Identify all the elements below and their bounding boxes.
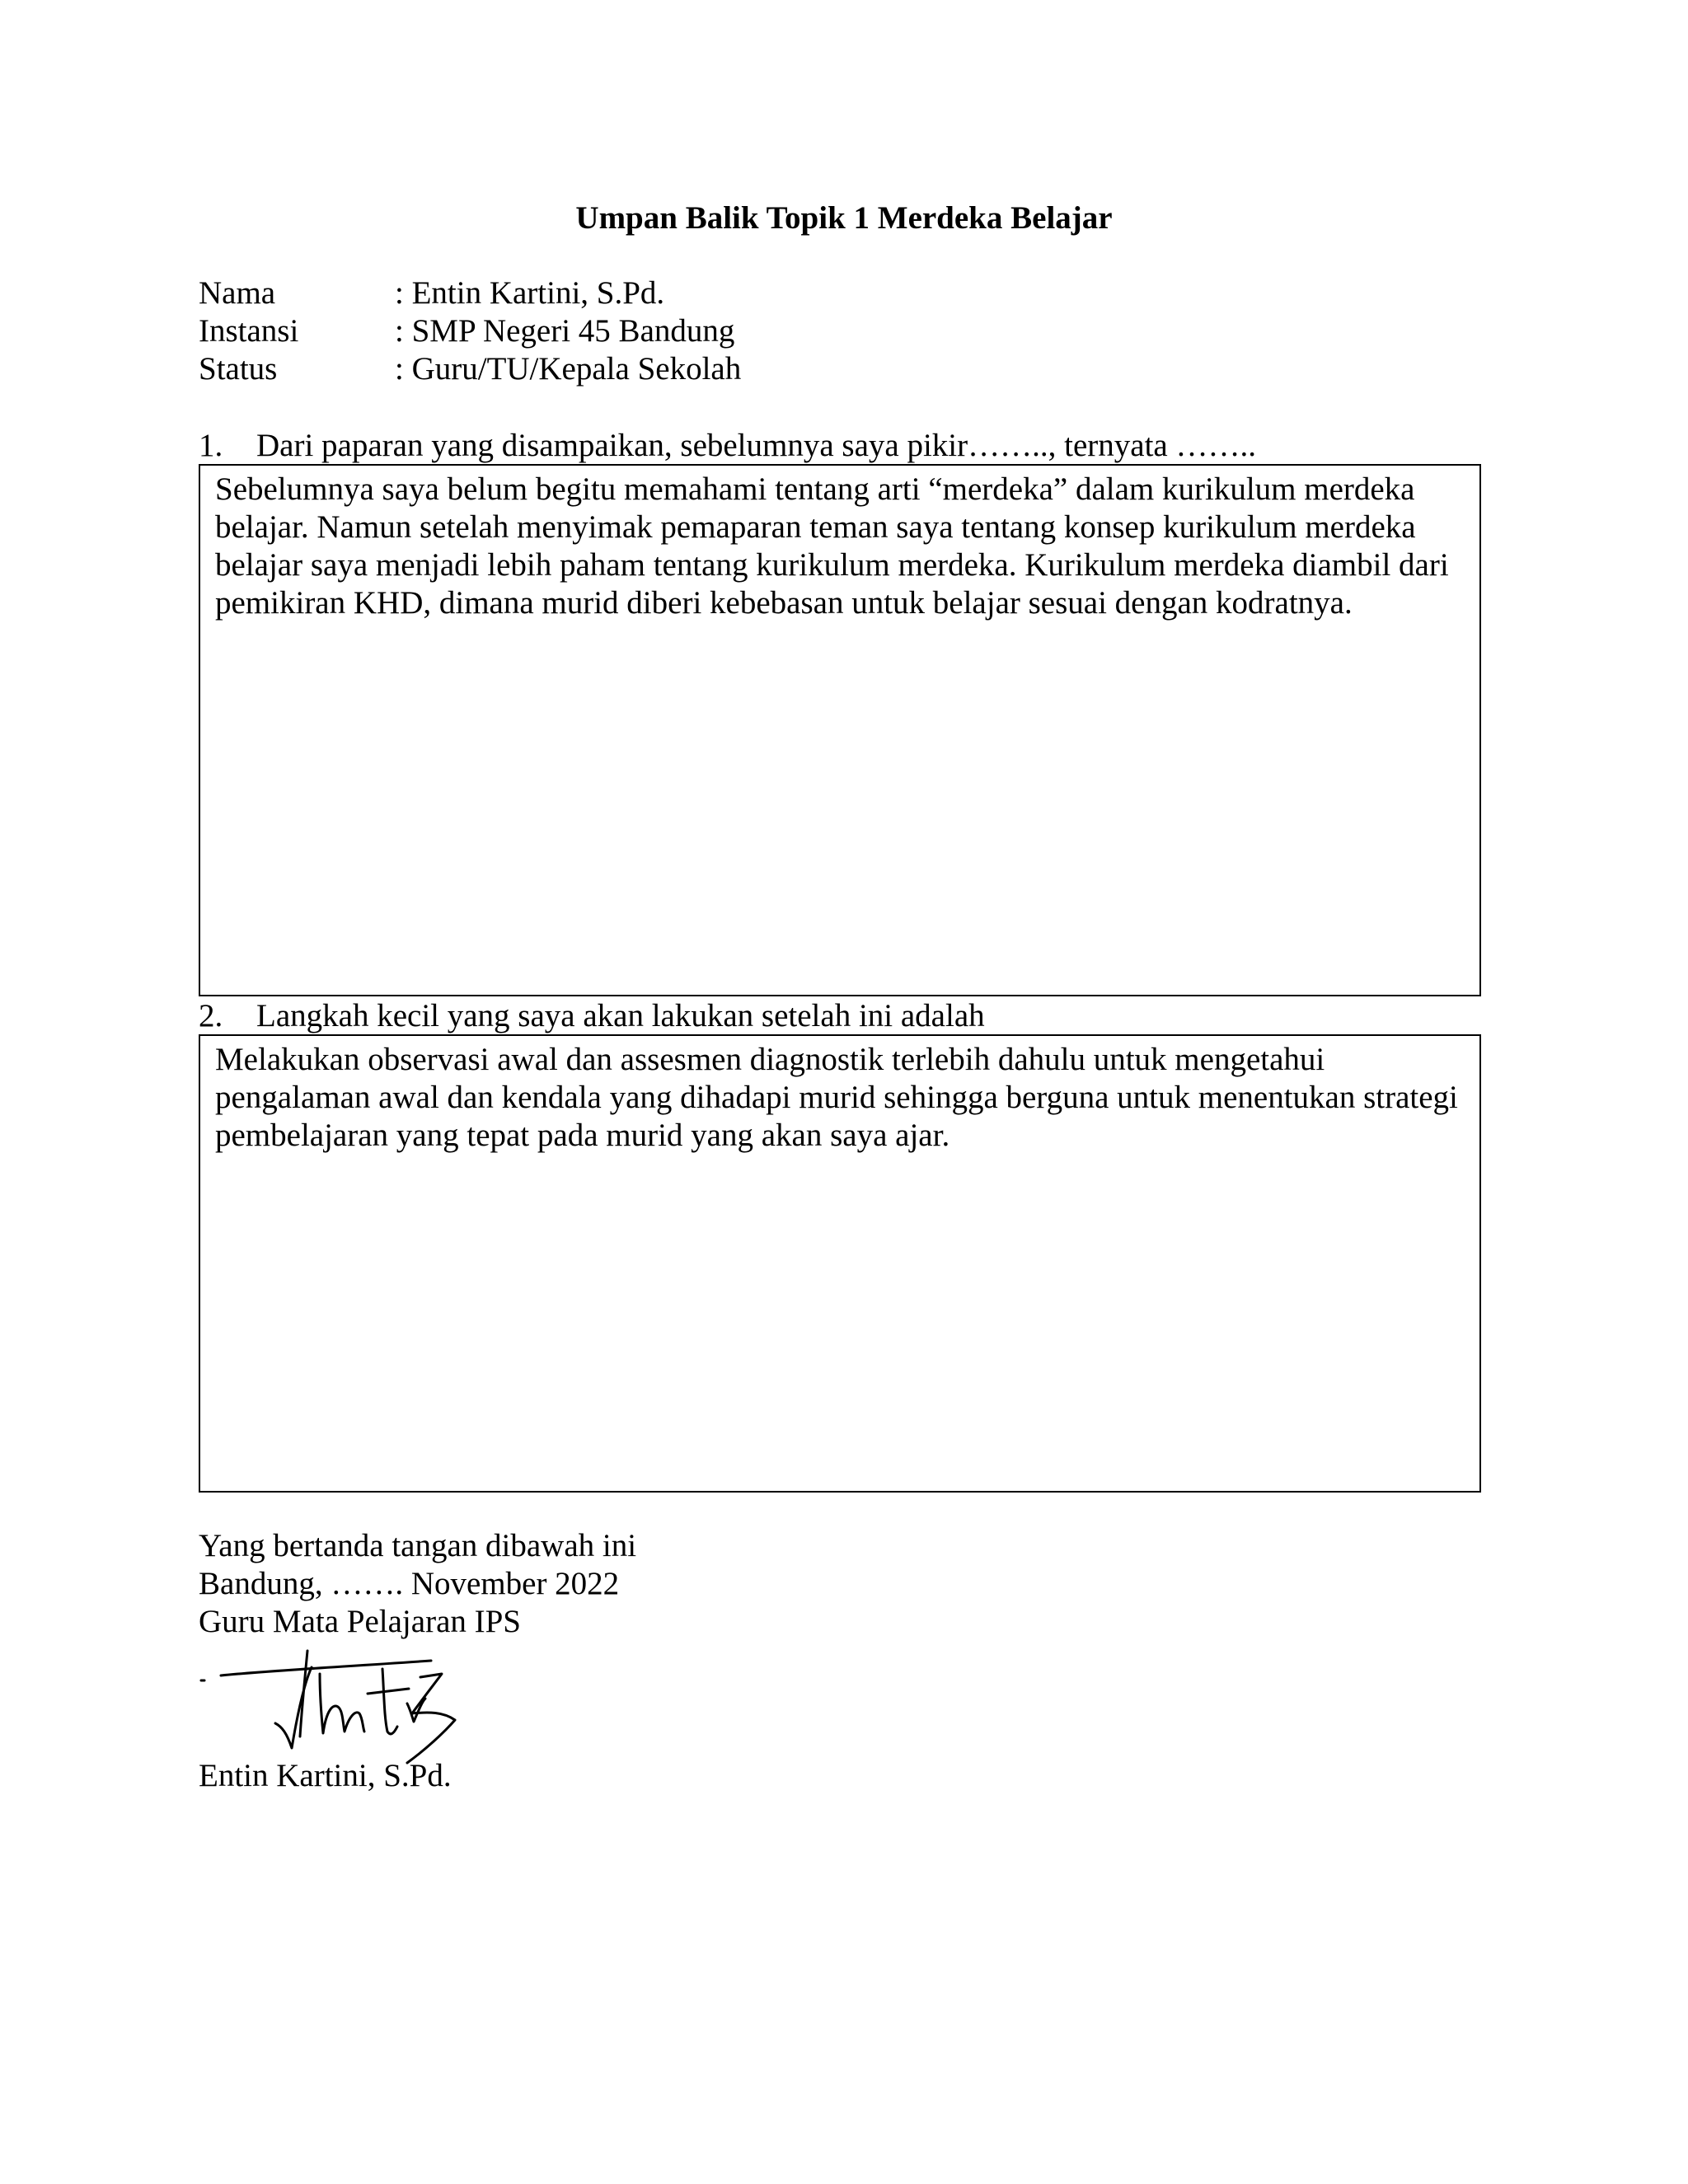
question-2-label xyxy=(199,997,985,1035)
identity-label: Instansi xyxy=(199,313,299,349)
answer-box-2: Melakukan observasi awal dan assesmen diagnostik terlebih dahulu untuk mengetahui pengalaman awal dan kendala yang dihadapi murid sehingga berguna untuk menentukan strategi pembelajaran yang tepat pada murid yang akan saya ajar. xyxy=(199,1034,1481,1493)
handwritten-signature xyxy=(196,1644,493,1768)
closing-date: Bandung, ……. November 2022 xyxy=(199,1566,620,1601)
identity-row-nama xyxy=(199,274,741,312)
identity-value: : SMP Negeri 45 Bandung xyxy=(395,313,735,349)
question-prompt: Dari paparan yang disampaikan, sebelumnya saya pikir…….., ternyata …….. xyxy=(256,428,1256,463)
identity-section xyxy=(199,274,741,388)
identity-row-instansi xyxy=(199,312,741,350)
closing-position: Guru Mata Pelajaran IPS xyxy=(199,1604,521,1639)
answer-box-1: Sebelumnya saya belum begitu memahami tentang arti “merdeka” dalam kurikulum merdeka belajar. Namun setelah menyimak pemaparan teman saya tentang konsep kurikulum merdeka belajar saya menjadi lebih paham tentang kurikulum merdeka. Kurikulum merdeka diambil dari pemikiran KHD, dimana murid diberi kebebasan untuk belajar sesuai dengan kodratnya. xyxy=(199,464,1481,996)
question-number: 1. xyxy=(199,428,223,463)
signer-name: Entin Kartini, S.Pd. xyxy=(199,1758,452,1793)
identity-label: Nama xyxy=(199,275,276,311)
identity-label: Status xyxy=(199,351,278,387)
closing-line: Yang bertanda tangan dibawah ini xyxy=(199,1528,637,1563)
identity-row-status xyxy=(199,350,741,388)
page-title: Umpan Balik Topik 1 Merdeka Belajar xyxy=(575,200,1113,236)
identity-value: : Entin Kartini, S.Pd. xyxy=(395,275,665,311)
question-1-label xyxy=(199,427,1256,465)
identity-value: : Guru/TU/Kepala Sekolah xyxy=(395,351,742,387)
question-number: 2. xyxy=(199,998,223,1033)
question-prompt: Langkah kecil yang saya akan lakukan setelah ini adalah xyxy=(256,998,985,1033)
closing-section xyxy=(199,1527,636,1641)
